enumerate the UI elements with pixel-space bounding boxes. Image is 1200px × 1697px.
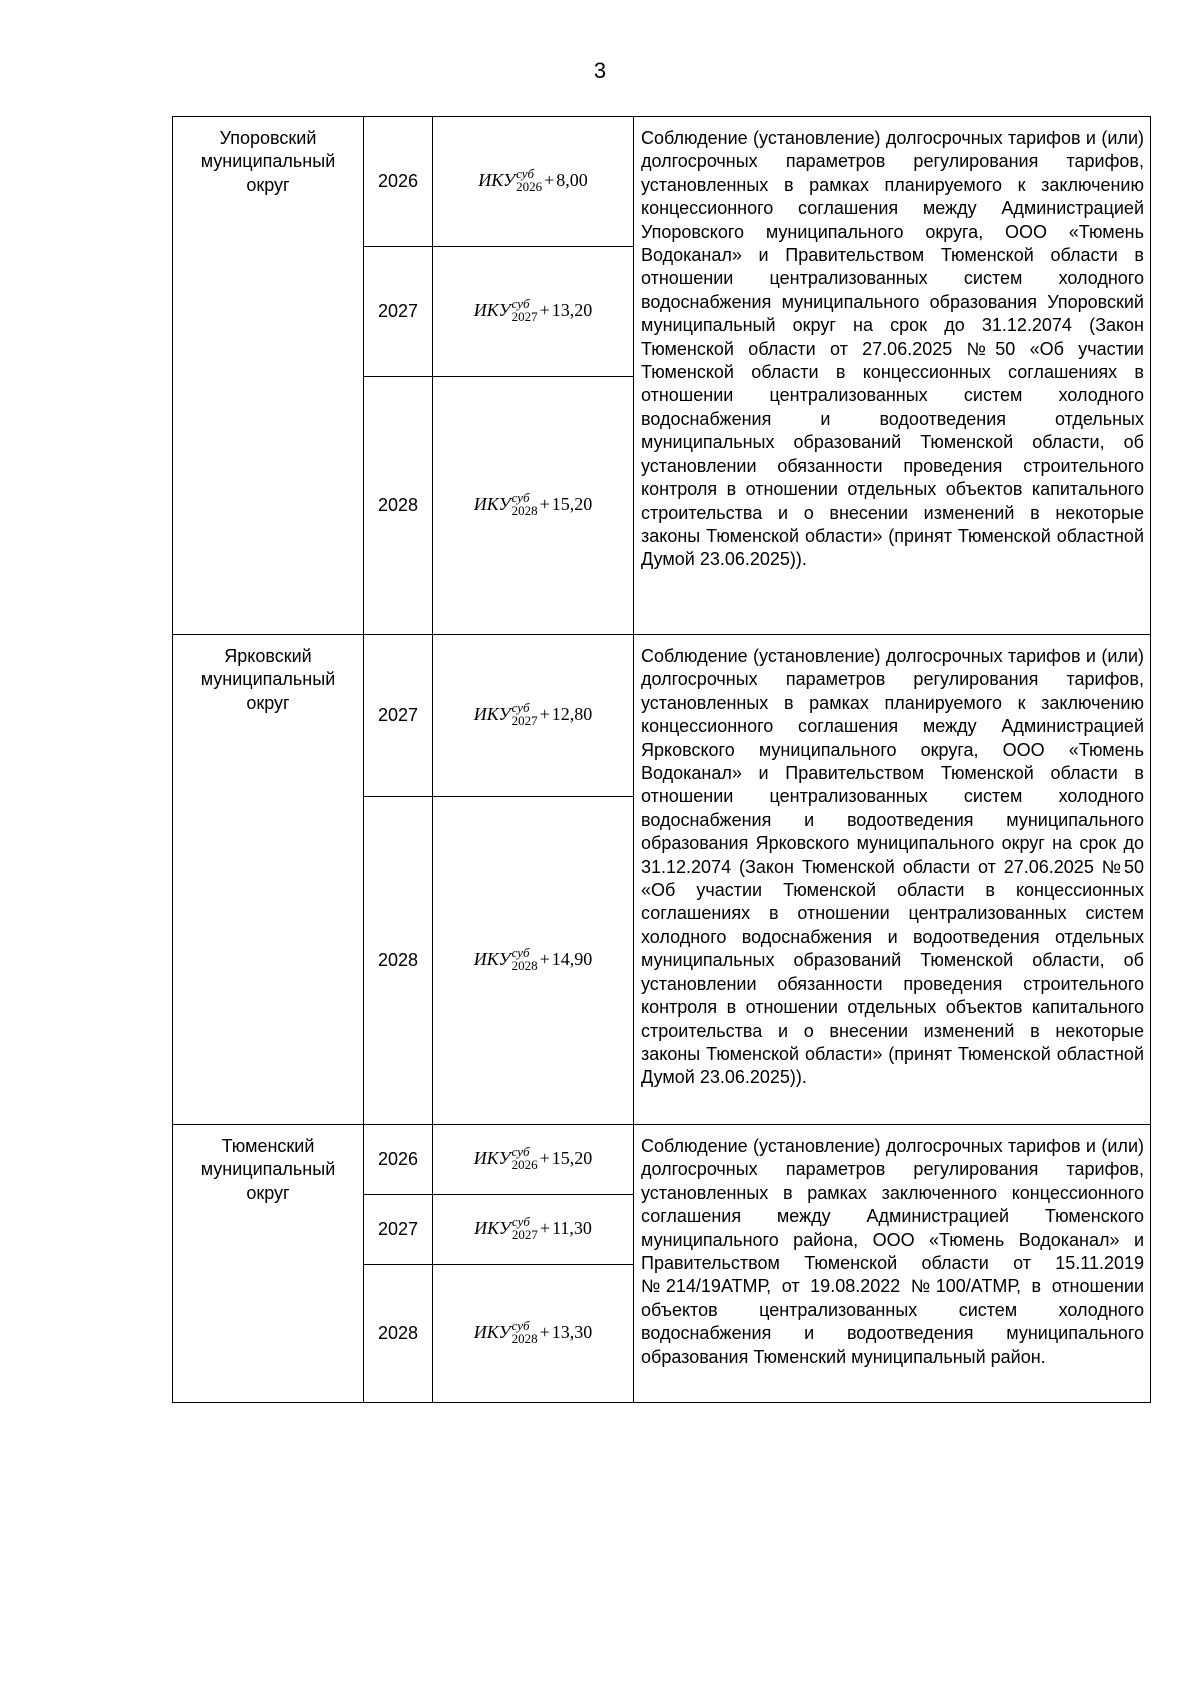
year-cell: 2026 (364, 1125, 433, 1195)
formula-cell (433, 635, 634, 797)
formula-base: ИКУ (473, 493, 511, 514)
formula-value: 13,30 (551, 1321, 593, 1342)
formula-superscript: суб (511, 1143, 530, 1159)
formula-cell (433, 377, 634, 635)
district-cell (173, 1125, 364, 1403)
formula-cell (433, 1195, 634, 1265)
district-name-line: Тюменский (221, 1136, 315, 1156)
formula-value: 15,20 (551, 493, 593, 514)
formula-plus: + (539, 703, 550, 724)
year-cell: 2028 (364, 377, 433, 635)
formula-plus: + (539, 1321, 550, 1342)
formula-plus: + (539, 493, 550, 514)
formula-base: ИКУ (473, 1321, 511, 1342)
year-cell: 2027 (364, 1195, 433, 1265)
formula-subscript: 2028 (511, 502, 538, 518)
page-number: 3 (593, 58, 607, 83)
year-cell: 2027 (364, 635, 433, 797)
district-name-line: округ (246, 692, 290, 713)
description-cell (634, 117, 1151, 635)
year-cell: 2028 (364, 797, 433, 1125)
formula-superscript: суб (511, 699, 530, 715)
formula-plus: + (539, 1147, 550, 1168)
district-name-line: Ярковский (224, 646, 312, 666)
tariff-table (172, 116, 1151, 1403)
formula-cell (433, 797, 634, 1125)
formula-plus: + (539, 948, 550, 969)
formula-subscript: 2027 (511, 308, 538, 324)
table-row (173, 117, 1151, 247)
formula-value: 8,00 (556, 169, 588, 190)
description-text: Соблюдение (установление) долгосрочных тарифов и (или) долгосрочных параметров регулирования тарифов, установленных в рамках планируемого к заключению концессионного соглашения между Администрацией Ярковского муниципального округа, ООО «Тюмень Водоканал» и Правительством Тюменской области в отношении централизованных систем холодного водоснабжения и водоотведения муниципального образования Ярковского муниципального округ на срок до 31.12.2074 (Закон Тюменской области от 27.06.2025 №50 «Об участии Тюменской области в концессионных соглашениях в отношении централизованных систем холодного водоснабжения и водоотведения отдельных муниципальных образований Тюменской области, об установлении обязанности проведения строительного контроля в отношении отдельных объектов капитального строительства и о внесении изменений в некоторые законы Тюменской области» (принят Тюменской областной Думой 23.06.2025)). (641, 646, 1144, 1088)
formula-plus: + (539, 1217, 551, 1238)
district-name-line: округ (246, 174, 290, 195)
formula-base: ИКУ (478, 169, 516, 190)
formula-plus: + (544, 169, 555, 190)
formula-superscript: суб (511, 295, 530, 311)
description-cell (634, 1125, 1151, 1403)
formula-base: ИКУ (473, 1147, 511, 1168)
formula-subscript: 2026 (511, 1156, 538, 1172)
description-text: Соблюдение (установление) долгосрочных тарифов и (или) долгосрочных параметров регулирования тарифов, установленных в рамках заключенного концессионного соглашения между Администрацией Тюменского муниципального района, ООО «Тюмень Водоканал» и Правительством Тюменской области от 15.11.2019 №214/19АТМР, от 19.08.2022 №100/АТМР, в отношении объектов централизованных систем холодного водоснабжения и водоотведения муниципального образования Тюменский муниципальный район. (641, 1136, 1144, 1367)
formula-base: ИКУ (473, 299, 511, 320)
formula-value: 11,30 (552, 1217, 592, 1238)
district-cell (173, 635, 364, 1125)
formula-value: 13,20 (551, 299, 593, 320)
formula-value: 12,80 (551, 703, 593, 724)
district-name-line: округ (246, 1182, 290, 1203)
formula-base: ИКУ (474, 1217, 511, 1238)
formula-superscript: суб (511, 489, 530, 505)
district-name-line: Упоровский (219, 128, 317, 148)
formula-value: 14,90 (551, 948, 593, 969)
formula-subscript: 2027 (511, 712, 538, 728)
year-cell: 2026 (364, 117, 433, 247)
formula-superscript: суб (511, 944, 530, 960)
formula-subscript: 2028 (511, 1330, 538, 1346)
description-text: Соблюдение (установление) долгосрочных тарифов и (или) долгосрочных параметров регулирования тарифов, установленных в рамках планируемого к заключению концессионного соглашения между Администрацией Упоровского муниципального округа, ООО «Тюмень Водоканал» и Правительством Тюменской области в отношении централизованных систем холодного водоснабжения муниципального образования Упоровский муниципальный округ на срок до 31.12.2074 (Закон Тюменской области от 27.06.2025 №50 «Об участии Тюменской области в концессионных соглашениях в отношении централизованных систем холодного водоснабжения и водоотведения отдельных муниципальных образований Тюменской области, об установлении обязанности проведения строительного контроля в отношении отдельных объектов капитального строительства и о внесении изменений в некоторые законы Тюменской области» (принят Тюменской областной Думой 23.06.2025)). (641, 128, 1144, 570)
district-name-line: муниципальный (200, 1159, 336, 1180)
formula-plus: + (539, 299, 550, 320)
formula-cell (433, 1125, 634, 1195)
table-row (173, 1125, 1151, 1195)
formula-value: 15,20 (551, 1147, 593, 1168)
formula-cell (433, 117, 634, 247)
formula-cell (433, 247, 634, 377)
formula-base: ИКУ (473, 948, 511, 969)
year-cell: 2028 (364, 1265, 433, 1403)
formula-superscript: суб (511, 1317, 530, 1333)
table-row (173, 635, 1151, 797)
formula-subscript: 2026 (516, 178, 543, 194)
district-name-line: муниципальный (200, 151, 336, 172)
formula-subscript: 2027 (511, 1226, 538, 1242)
description-cell (634, 635, 1151, 1125)
formula-superscript: суб (511, 1213, 530, 1229)
district-name-line: муниципальный (200, 669, 336, 690)
district-cell (173, 117, 364, 635)
year-cell: 2027 (364, 247, 433, 377)
formula-cell (433, 1265, 634, 1403)
formula-superscript: суб (516, 165, 535, 181)
formula-base: ИКУ (473, 703, 511, 724)
formula-subscript: 2028 (511, 957, 538, 973)
